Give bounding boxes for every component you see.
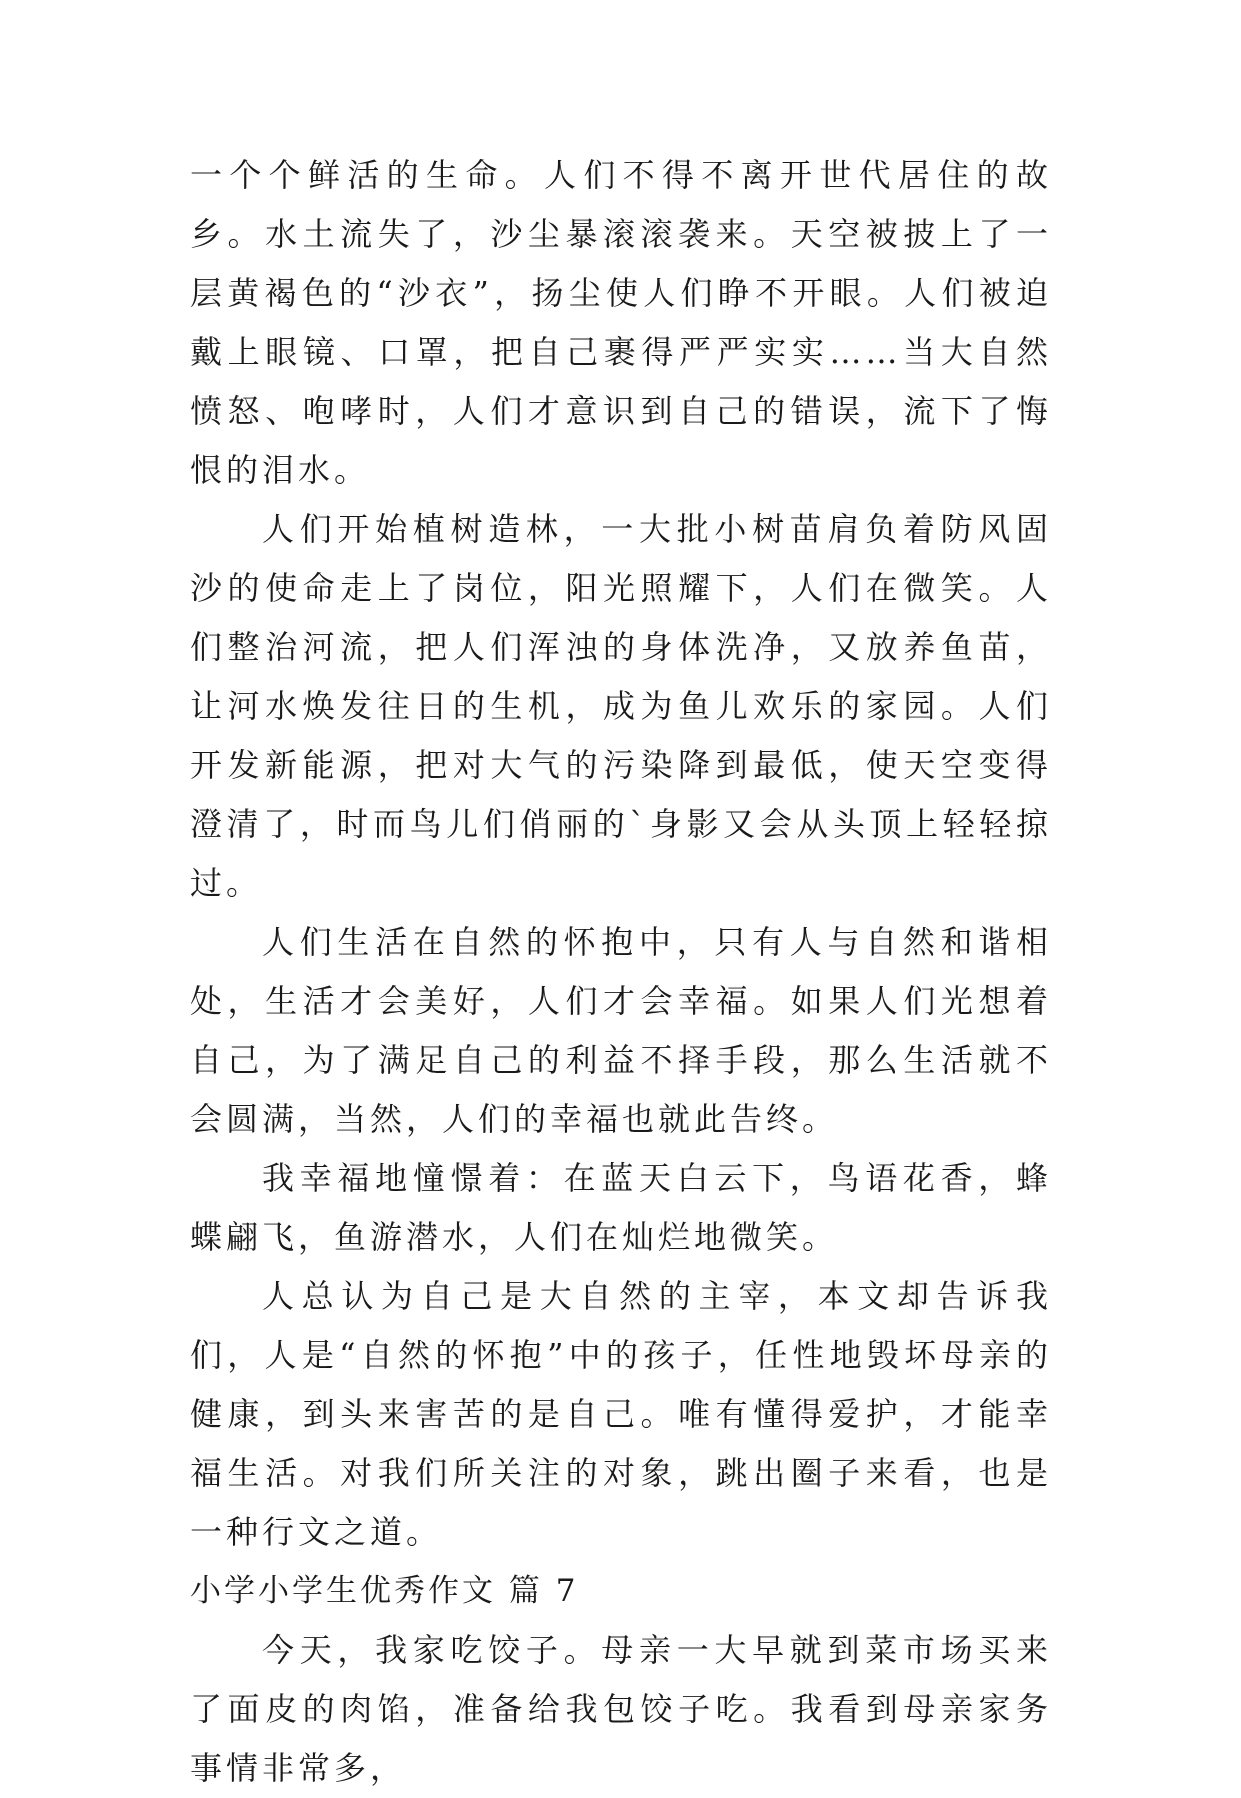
section-title: 小学小学生优秀作文 篇 7 — [190, 1573, 579, 1609]
paragraph: 我幸福地憧憬着：在蓝天白云下，鸟语花香，蜂蝶翩飞，鱼游潜水，人们在灿烂地微笑。 — [190, 1159, 1052, 1256]
paragraph: 人们开始植树造林，一大批小树苗肩负着防风固沙的使命走上了岗位，阳光照耀下，人们在微笑。人们整治河流，把人们浑浊的身体洗净，又放养鱼苗，让河水焕发往日的生机，成为鱼儿欢乐的家园。人们开发新能源，把对大气的污染降到最低，使天空变得澄清了，时而鸟儿们俏丽的`身影又会从头顶上轻轻掠过。 — [190, 510, 1052, 902]
paragraph: 今天，我家吃饺子。母亲一大早就到菜市场买来了面皮的肉馅，准备给我包饺子吃。我看到母亲家务事情非常多， — [190, 1631, 1052, 1787]
paragraph: 人总认为自己是大自然的主宰，本文却告诉我们，人是“自然的怀抱”中的孩子，任性地毁坏母亲的健康，到头来害苦的是自己。唯有懂得爱护，才能幸福生活。对我们所关注的对象，跳出圈子来看，也是一种行文之道。 — [190, 1277, 1052, 1551]
paragraph: 人们生活在自然的怀抱中，只有人与自然和谐相处，生活才会美好，人们才会幸福。如果人们光想着自己，为了满足自己的利益不择手段，那么生活就不会圆满，当然，人们的幸福也就此告终。 — [190, 923, 1052, 1138]
paragraph: 一个个鲜活的生命。人们不得不离开世代居住的故乡。水土流失了，沙尘暴滚滚袭来。天空被披上了一层黄褐色的“沙衣”，扬尘使人们睁不开眼。人们被迫戴上眼镜、口罩，把自己裹得严严实实……当大自然愤怒、咆哮时，人们才意识到自己的错误，流下了悔恨的泪水。 — [190, 156, 1052, 489]
document-page — [190, 146, 1052, 1798]
